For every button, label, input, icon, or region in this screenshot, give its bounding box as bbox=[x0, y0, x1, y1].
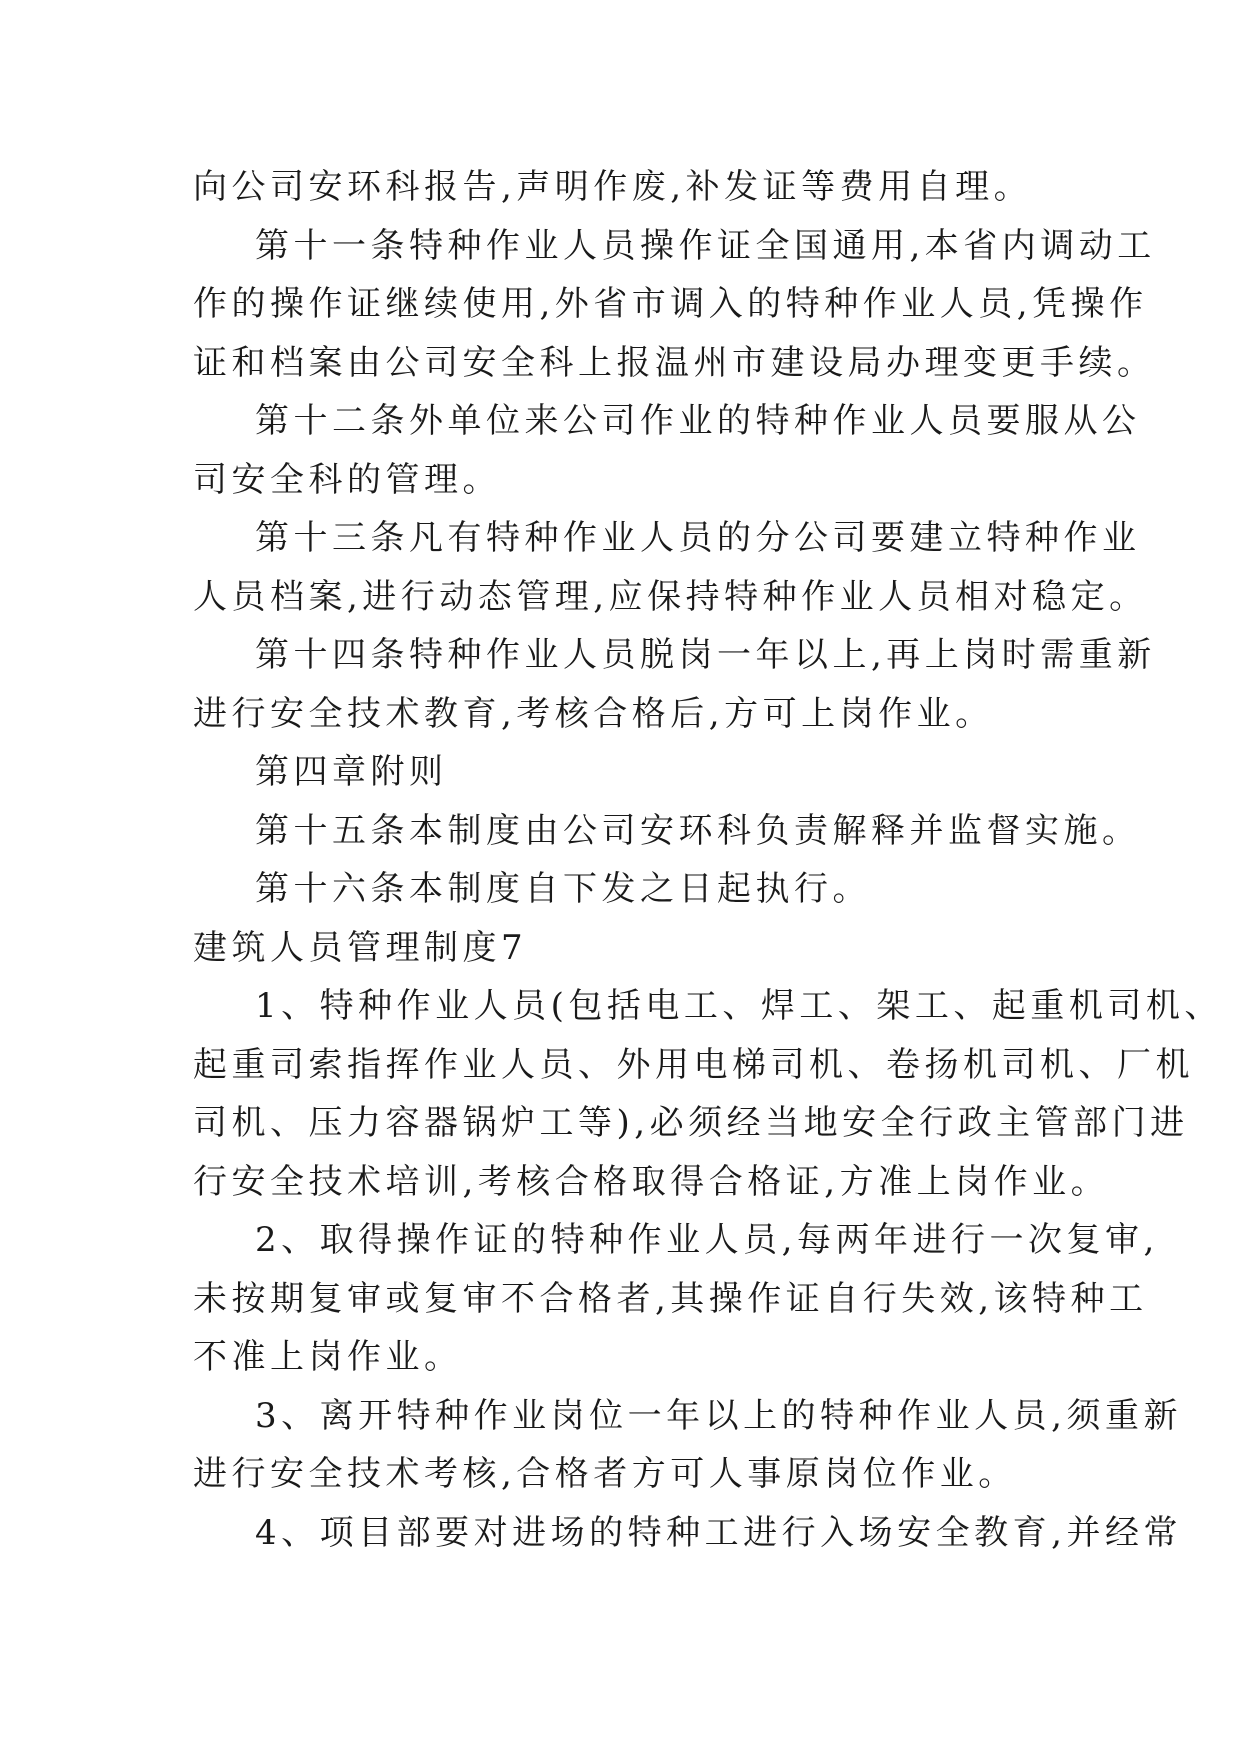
document-line: 第十三条凡有特种作业人员的分公司要建立特种作业 bbox=[255, 518, 1141, 558]
document-line: 人员档案,进行动态管理,应保持特种作业人员相对稳定。 bbox=[193, 576, 1148, 617]
document-line: 4、项目部要对进场的特种工进行入场安全教育,并经常 bbox=[255, 1512, 1182, 1553]
document-line: 进行安全技术考核,合格者方可人事原岗位作业。 bbox=[193, 1454, 1017, 1494]
document-line: 第十五条本制度由公司安环科负责解释并监督实施。 bbox=[255, 810, 1141, 851]
document-line: 起重司索指挥作业人员、外用电梯司机、卷扬机司机、厂机 bbox=[193, 1044, 1194, 1085]
document-line: 司安全科的管理。 bbox=[193, 459, 501, 500]
document-line: 第四章附则 bbox=[255, 752, 448, 792]
document-line: 作的操作证继续使用,外省市调入的特种作业人员,凭操作 bbox=[193, 284, 1148, 324]
document-line: 3、离开特种作业岗位一年以上的特种作业人员,须重新 bbox=[255, 1395, 1182, 1436]
document-line: 司机、压力容器锅炉工等),必须经当地安全行政主管部门进 bbox=[193, 1103, 1189, 1143]
document-line: 建筑人员管理制度7 bbox=[193, 927, 528, 968]
document-line: 第十二条外单位来公司作业的特种作业人员要服从公 bbox=[255, 401, 1141, 441]
document-line: 第十四条特种作业人员脱岗一年以上,再上岗时需重新 bbox=[255, 635, 1156, 675]
document-line: 2、取得操作证的特种作业人员,每两年进行一次复审, bbox=[255, 1220, 1159, 1260]
document-body bbox=[193, 158, 1223, 1562]
document-line: 第十一条特种作业人员操作证全国通用,本省内调动工 bbox=[255, 225, 1156, 266]
document-line: 进行安全技术教育,考核合格后,方可上岗作业。 bbox=[193, 693, 994, 734]
document-line: 行安全技术培训,考核合格取得合格证,方准上岗作业。 bbox=[193, 1161, 1110, 1202]
document-line: 向公司安环科报告,声明作废,补发证等费用自理。 bbox=[193, 167, 1033, 207]
document-line: 证和档案由公司安全科上报温州市建设局办理变更手续。 bbox=[193, 342, 1156, 383]
document-line: 第十六条本制度自下发之日起执行。 bbox=[255, 869, 871, 909]
document-line: 未按期复审或复审不合格者,其操作证自行失效,该特种工 bbox=[193, 1278, 1148, 1319]
document-line: 不准上岗作业。 bbox=[193, 1337, 463, 1377]
document-line: 1、特种作业人员(包括电工、焊工、架工、起重机司机、 bbox=[255, 986, 1223, 1026]
